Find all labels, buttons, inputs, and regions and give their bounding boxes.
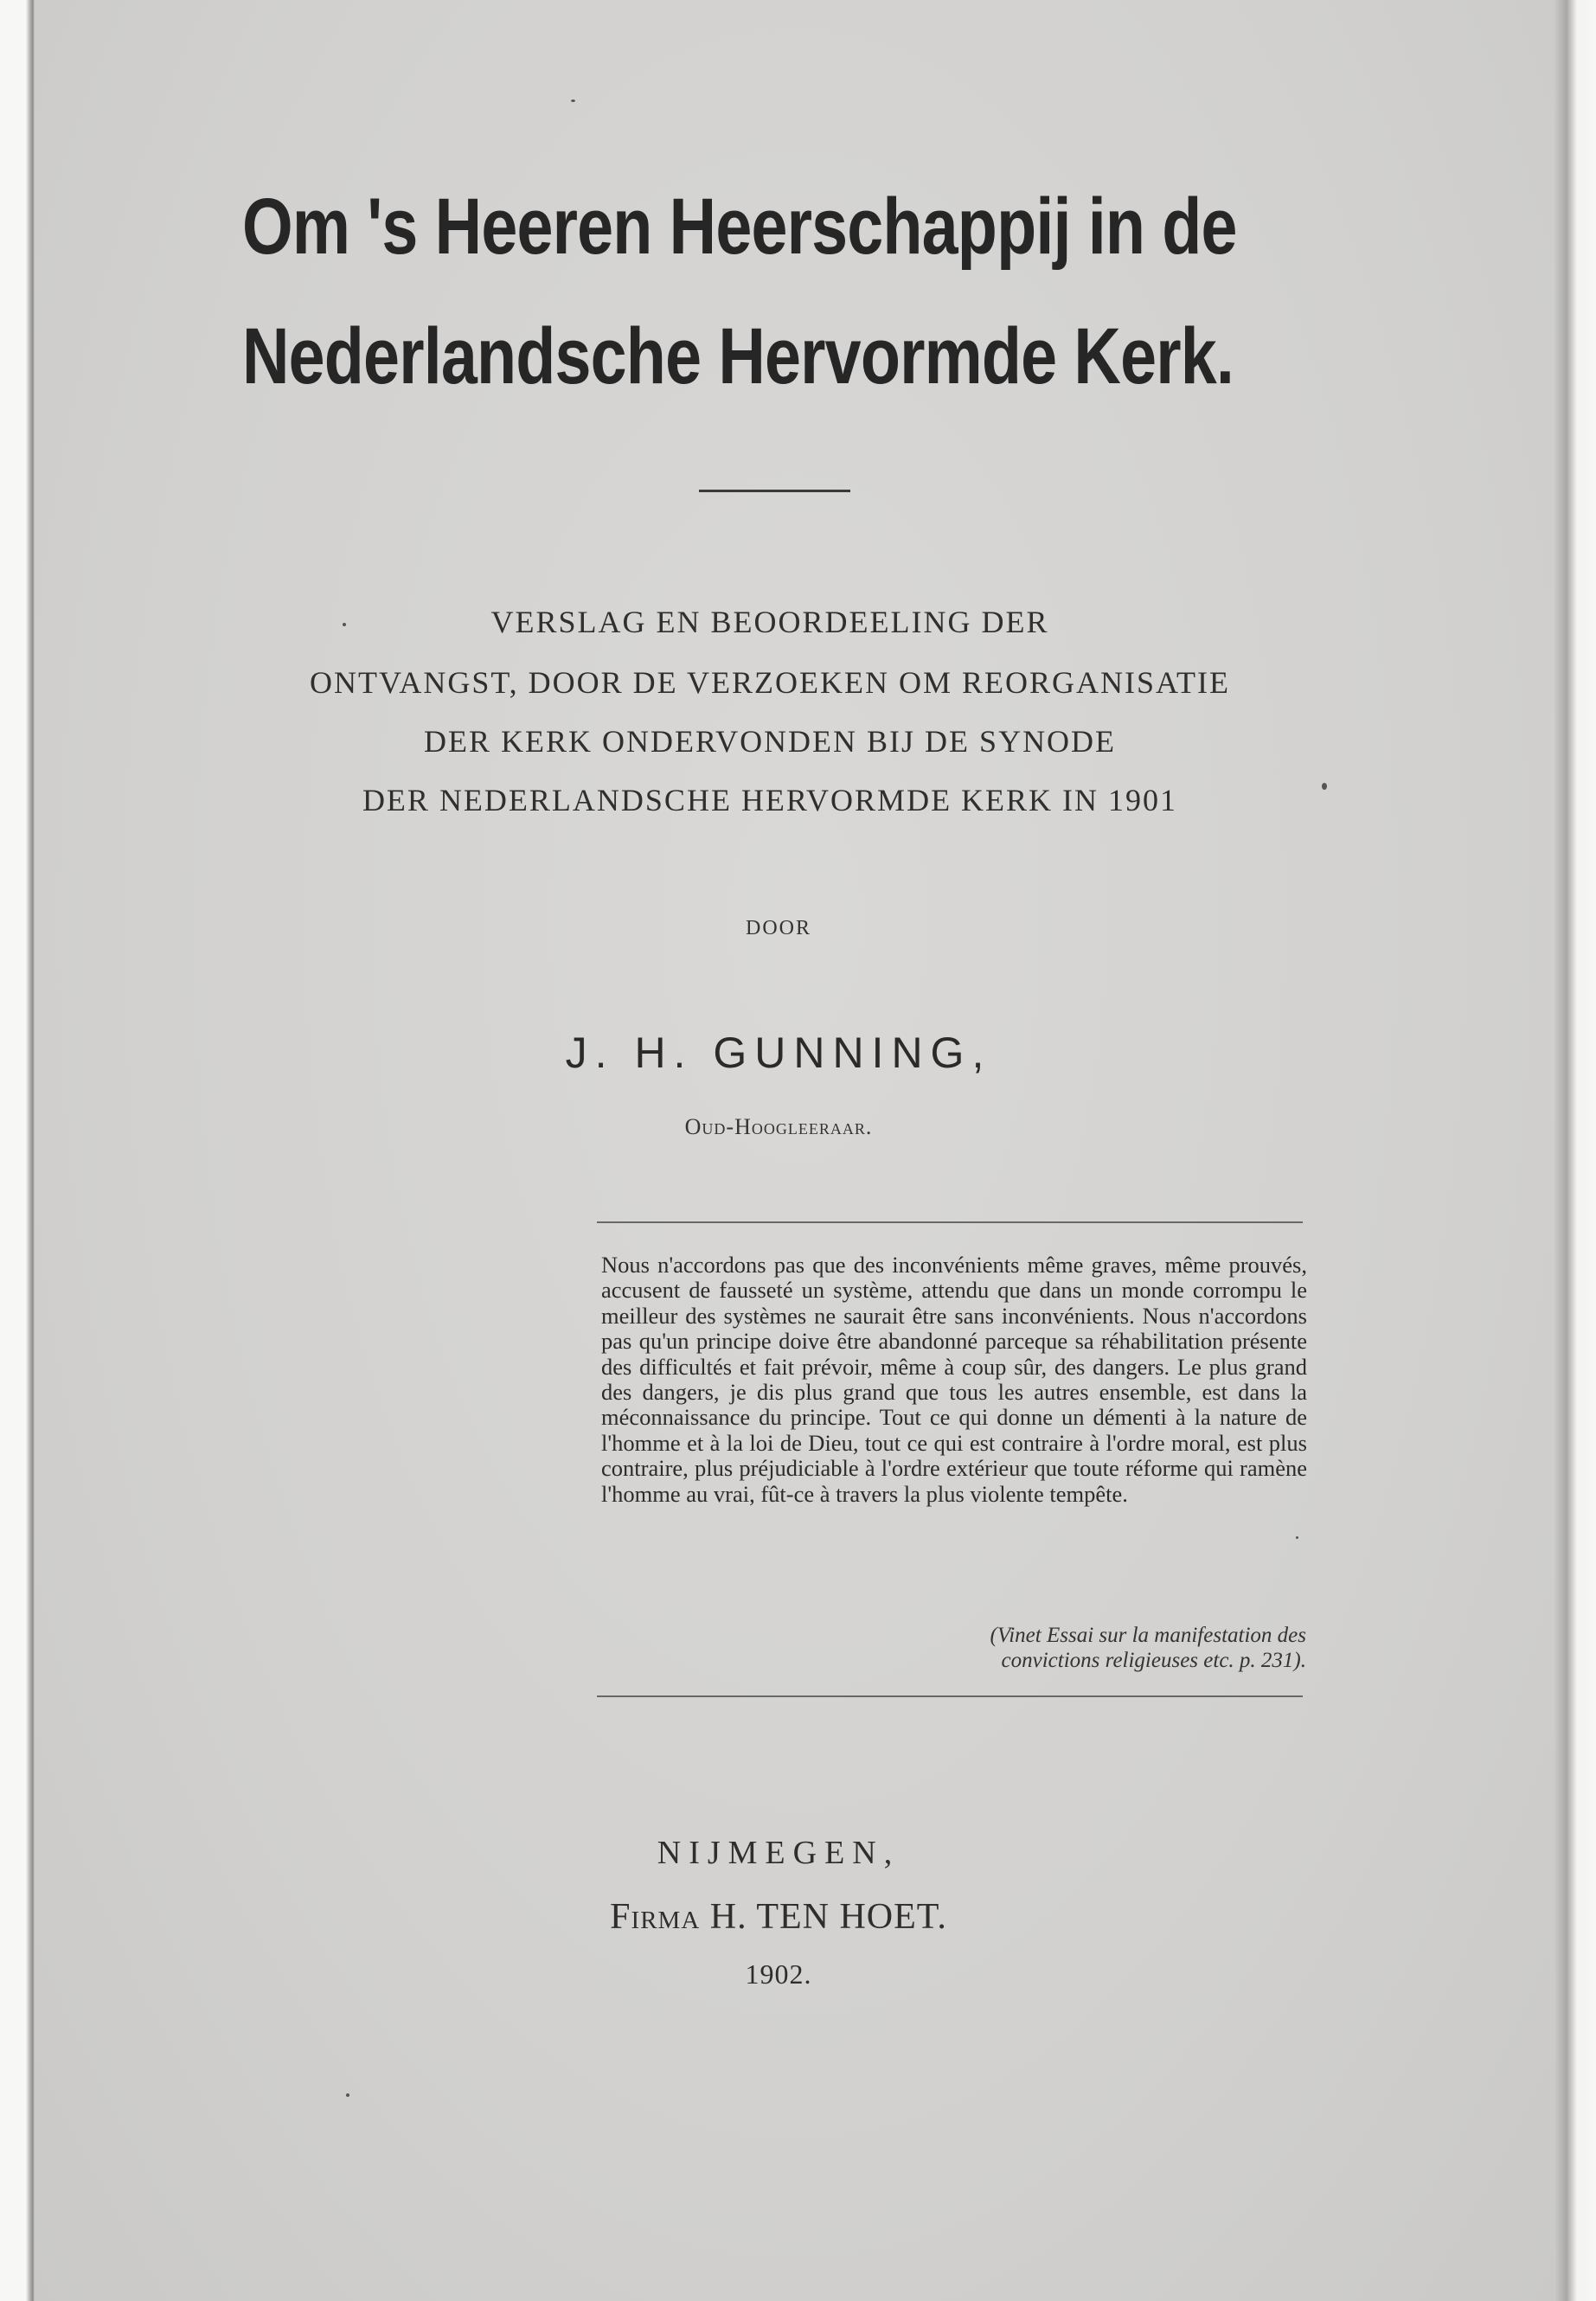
- paper-speck: [346, 2093, 349, 2097]
- epigraph-text: Nous n'accordons pas que des inconvénients même graves, même prouvés, accusent de fausseté un système, attendu que dans un monde corrompu le meilleur des systèmes ne saurait être sans inconvénients. Nous n'accordons pas qu'un principe doive être abandonné parceque sa réhabilitation présente des difficultés et fait prévoir, même à coup sûr, des dangers. Le plus grand des dangers, je dis plus grand que tous les autres ensemble, est dans la méconnaissance du principe. Tout ce qui donne un démenti à la nature de l'homme et à la loi de Dieu, tout ce qui est contraire à l'ordre moral, est plus contraire, plus préjudiciable à l'ordre extérieur que toute réforme qui ramène l'homme au vrai, fût-ce à travers la plus violente tempête.: [601, 1252, 1307, 1507]
- paper-speck: [571, 99, 575, 102]
- scan-edge-left: [0, 0, 35, 2301]
- epigraph-attribution: [779, 1623, 1306, 1673]
- title-rule: [699, 490, 850, 492]
- title-line-2: Nederlandsche Hervormde Kerk.: [242, 312, 1234, 401]
- paper-speck: [343, 623, 346, 626]
- wavy-rule-top: [597, 1216, 1306, 1228]
- title-page: [35, 0, 1554, 2301]
- imprint-firm: Firma H. TEN HOET.: [610, 1897, 947, 1937]
- subtitle-line-2: ONTVANGST, DOOR DE VERZOEKEN OM REORGANISATIE: [310, 665, 1230, 700]
- imprint-city: NIJMEGEN,: [657, 1835, 901, 1871]
- imprint-year: 1902.: [745, 1958, 812, 1990]
- subtitle-line-3: DER KERK ONDERVONDEN BIJ DE SYNODE: [423, 724, 1117, 759]
- subtitle-line-4: DER NEDERLANDSCHE HERVORMDE KERK IN 1901: [362, 783, 1178, 817]
- author-name: J. H. GUNNING,: [565, 1029, 992, 1077]
- scan-edge-right: [1554, 0, 1596, 2301]
- subtitle-line-1: VERSLAG EN BEOORDEELING DER: [490, 605, 1049, 639]
- title-line-1: Om 's Heeren Heerschappij in de: [242, 183, 1237, 271]
- author-role: Oud-Hoogleeraar.: [684, 1114, 873, 1139]
- paper-speck: [1296, 1536, 1298, 1539]
- wavy-rule-bottom: [597, 1690, 1306, 1702]
- epigraph-attribution-line-1: (Vinet Essai sur la manifestation des: [990, 1624, 1306, 1647]
- byline-door: DOOR: [745, 917, 811, 939]
- paper-speck: [1322, 783, 1327, 790]
- epigraph-attribution-line-2: convictions religieuses etc. p. 231).: [1001, 1649, 1306, 1672]
